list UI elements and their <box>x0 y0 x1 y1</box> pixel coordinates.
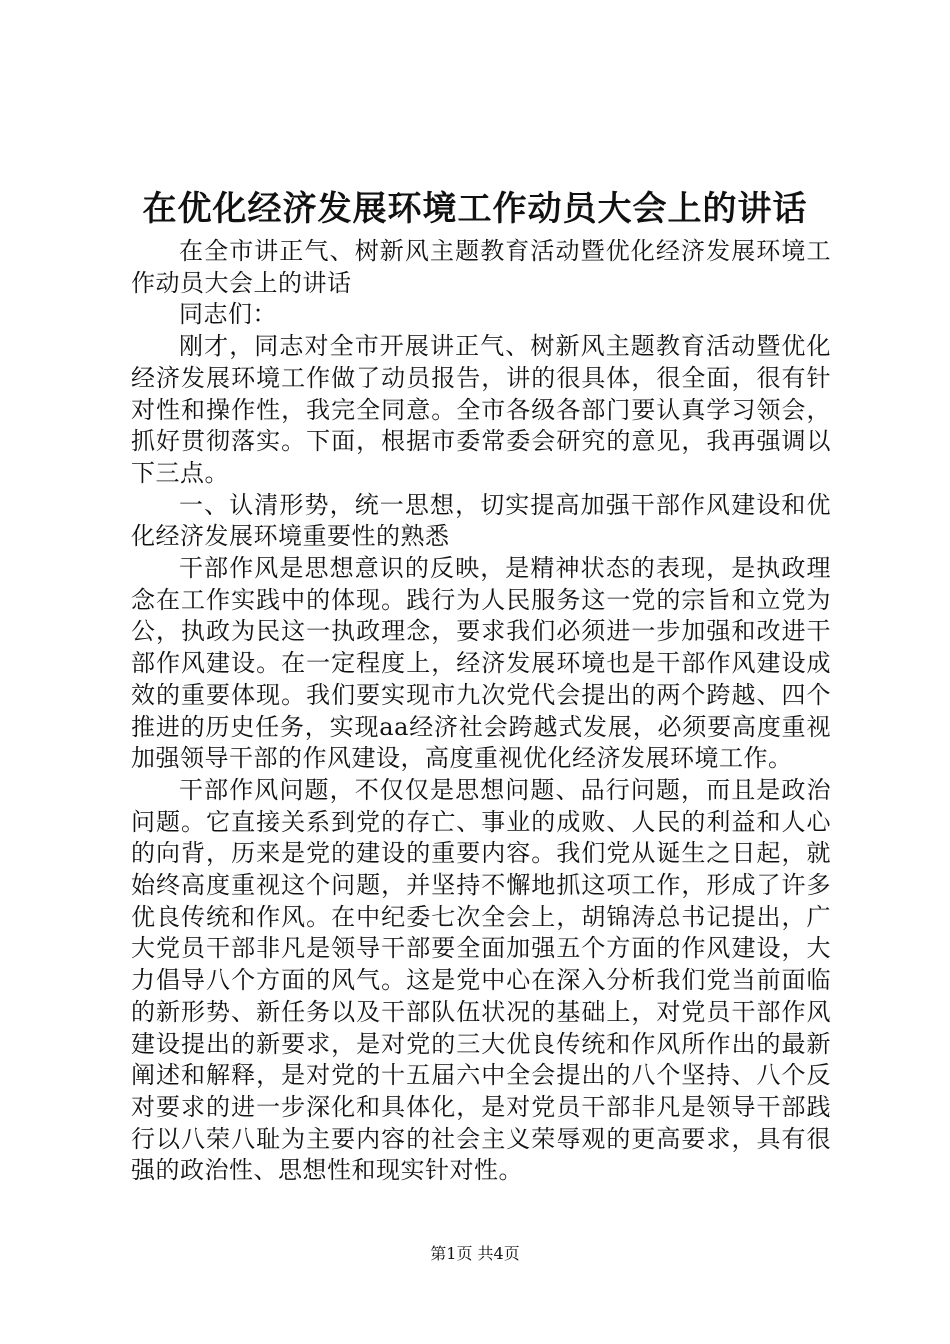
paragraph-section-one-heading: 一、认清形势，统一思想，切实提高加强干部作风建设和优化经济发展环境重要性的熟悉 <box>131 490 831 551</box>
paragraph-body: 干部作风是思想意识的反映，是精神状态的表现，是执政理念在工作实践中的体现。践行为人民服务这一党的宗旨和立党为公，执政为民这一执政理念，要求我们必须进一步加强和改进干部作风建设。在一定程度上，经济发展环境也是干部作风建设成效的重要体现。我们要实现市九次党代会提出的两个跨越、四个推进的历史任务，实现aa经济社会跨越式发展，必须要高度重视加强领导干部的作风建设，高度重视优化经济发展环境工作。 <box>131 554 831 773</box>
document-body <box>131 236 831 1187</box>
document-title: 在优化经济发展环境工作动员大会上的讲话 <box>142 189 808 229</box>
paragraph-body: 干部作风问题，不仅仅是思想问题、品行问题，而且是政治问题。它直接关系到党的存亡、事业的成败、人民的利益和人心的向背，历来是党的建设的重要内容。我们党从诞生之日起，就始终高度重视这个问题，并坚持不懈地抓这项工作，形成了许多优良传统和作风。在中纪委七次全会上，胡锦涛总书记提出，广大党员干部非凡是领导干部要全面加强五个方面的作风建设，大力倡导八个方面的风气。这是党中心在深入分析我们党当前面临的新形势、新任务以及干部队伍状况的基础上，对党员干部作风建设提出的新要求，是对党的三大优良传统和作风所作出的最新阐述和解释，是对党的十五届六中全会提出的八个坚持、八个反对要求的进一步深化和具体化，是对党员干部非凡是领导干部践行以八荣八耻为主要内容的社会主义荣辱观的更高要求，具有很强的政治性、思想性和现实针对性。 <box>131 775 831 1185</box>
paragraph-intro: 刚才，同志对全市开展讲正气、树新风主题教育活动暨优化经济发展环境工作做了动员报告，讲的很具体，很全面，很有针对性和操作性，我完全同意。全市各级各部门要认真学习领会，抓好贯彻落实。下面，根据市委常委会研究的意见，我再强调以下三点。 <box>131 332 831 487</box>
paragraph-salutation: 同志们： <box>179 300 277 329</box>
page-footer: 第1页 共4页 <box>430 1244 520 1263</box>
paragraph-heading: 在全市讲正气、树新风主题教育活动暨优化经济发展环境工作动员大会上的讲话 <box>131 237 831 297</box>
